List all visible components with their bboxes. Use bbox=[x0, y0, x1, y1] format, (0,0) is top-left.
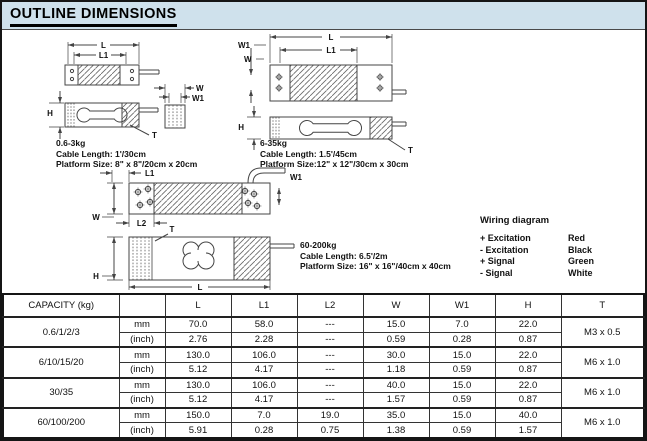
dim-label-t: T bbox=[169, 225, 175, 234]
dim-label-t: T bbox=[152, 131, 157, 140]
value-cell: 15.0 bbox=[363, 317, 429, 332]
dim-label-w1: W1 bbox=[192, 94, 204, 103]
section-header bbox=[2, 2, 645, 30]
value-cell: 0.28 bbox=[231, 423, 297, 438]
value-cell: 5.91 bbox=[165, 423, 231, 438]
dim-label-w: W bbox=[92, 213, 100, 222]
value-cell: 40.0 bbox=[495, 408, 561, 423]
cable-length: Cable Length: 1.5'/45cm bbox=[260, 148, 357, 159]
cable-length: Cable Length: 1'/30cm bbox=[56, 148, 146, 159]
header-l: L bbox=[165, 294, 231, 317]
value-cell: 1.38 bbox=[363, 423, 429, 438]
value-cell: 70.0 bbox=[165, 317, 231, 332]
value-cell: 15.0 bbox=[429, 347, 495, 362]
value-cell: 2.28 bbox=[231, 332, 297, 347]
capacity-cell: 30/35 bbox=[3, 378, 119, 408]
dim-label-h: H bbox=[238, 123, 244, 132]
wiring-row bbox=[480, 245, 594, 257]
small-endview bbox=[154, 84, 194, 128]
dim-label-w: W bbox=[196, 84, 204, 93]
unit-cell: mm bbox=[119, 378, 165, 393]
value-cell: 0.59 bbox=[429, 423, 495, 438]
header-w: W bbox=[363, 294, 429, 317]
capacity-cell: 0.6/1/2/3 bbox=[3, 317, 119, 347]
small-topview-cable bbox=[139, 70, 159, 74]
capacity-range: 0.6-3kg bbox=[56, 138, 86, 148]
unit-cell: mm bbox=[119, 408, 165, 423]
dim-label-w1: W1 bbox=[238, 41, 250, 50]
value-cell: 0.87 bbox=[495, 393, 561, 408]
value-cell: --- bbox=[297, 393, 363, 408]
value-cell: 130.0 bbox=[165, 347, 231, 362]
capacity-range: 6-35kg bbox=[260, 138, 287, 148]
value-cell: 0.59 bbox=[429, 362, 495, 377]
value-cell: 22.0 bbox=[495, 378, 561, 393]
value-cell: 30.0 bbox=[363, 347, 429, 362]
table-row bbox=[3, 347, 644, 362]
value-cell: 40.0 bbox=[363, 378, 429, 393]
page-title: OUTLINE DIMENSIONS bbox=[10, 6, 177, 27]
wiring-terminal: + Excitation bbox=[480, 233, 531, 243]
wiring-title: Wiring diagram bbox=[480, 215, 550, 226]
value-cell: 7.0 bbox=[231, 408, 297, 423]
wiring-terminal: + Signal bbox=[480, 256, 515, 266]
unit-cell: (inch) bbox=[119, 393, 165, 408]
dim-label-t: T bbox=[408, 146, 413, 155]
value-cell: --- bbox=[297, 362, 363, 377]
header-l2: L2 bbox=[297, 294, 363, 317]
thread-cell: M6 x 1.0 bbox=[561, 408, 644, 438]
value-cell: 4.17 bbox=[231, 362, 297, 377]
thread-cell: M6 x 1.0 bbox=[561, 378, 644, 408]
value-cell: 1.57 bbox=[363, 393, 429, 408]
value-cell: 0.75 bbox=[297, 423, 363, 438]
value-cell: 7.0 bbox=[429, 317, 495, 332]
capacity-cell: 60/100/200 bbox=[3, 408, 119, 438]
unit-cell: (inch) bbox=[119, 332, 165, 347]
unit-cell: (inch) bbox=[119, 423, 165, 438]
dim-label-w: W bbox=[244, 55, 252, 64]
value-cell: 0.87 bbox=[495, 362, 561, 377]
dim-label-h: H bbox=[93, 272, 99, 281]
value-cell: 22.0 bbox=[495, 317, 561, 332]
capacity-range: 60-200kg bbox=[300, 240, 337, 250]
thread-cell: M3 x 0.5 bbox=[561, 317, 644, 347]
unit-cell: mm bbox=[119, 347, 165, 362]
value-cell: --- bbox=[297, 378, 363, 393]
wiring-diagram bbox=[480, 215, 594, 279]
small-sideview-cable bbox=[139, 108, 158, 112]
value-cell: --- bbox=[297, 317, 363, 332]
capacity-cell: 6/10/15/20 bbox=[3, 347, 119, 377]
header-capacity: CAPACITY (kg) bbox=[3, 294, 119, 317]
value-cell: 150.0 bbox=[165, 408, 231, 423]
figure-large-loadcell bbox=[100, 168, 294, 290]
value-cell: --- bbox=[297, 347, 363, 362]
dim-label-l: L bbox=[197, 283, 203, 292]
table-row bbox=[3, 378, 644, 393]
value-cell: 0.87 bbox=[495, 332, 561, 347]
wiring-terminal: - Excitation bbox=[480, 244, 529, 255]
value-cell: 1.57 bbox=[495, 423, 561, 438]
value-cell: 15.0 bbox=[429, 408, 495, 423]
dim-label-l2: L2 bbox=[136, 219, 147, 228]
value-cell: 4.17 bbox=[231, 393, 297, 408]
thread-cell: M6 x 1.0 bbox=[561, 347, 644, 377]
value-cell: 35.0 bbox=[363, 408, 429, 423]
value-cell: 0.28 bbox=[429, 332, 495, 347]
platform-size: Platform Size: 16" x 16"/40cm x 40cm bbox=[300, 261, 451, 271]
header-t: T bbox=[561, 294, 644, 317]
header-w1: W1 bbox=[429, 294, 495, 317]
dim-label-h: H bbox=[47, 109, 53, 118]
value-cell: 0.59 bbox=[429, 393, 495, 408]
table-row bbox=[3, 408, 644, 423]
header-unit bbox=[119, 294, 165, 317]
value-cell: --- bbox=[297, 332, 363, 347]
dim-label-l1: L1 bbox=[326, 46, 336, 55]
wiring-row bbox=[480, 268, 594, 280]
value-cell: 0.59 bbox=[363, 332, 429, 347]
dim-label-w1: W1 bbox=[290, 173, 302, 182]
dim-label-l1: L1 bbox=[145, 169, 155, 178]
dim-label-l: L bbox=[328, 33, 334, 42]
large-sideview-cutout bbox=[183, 242, 214, 269]
value-cell: 5.12 bbox=[165, 362, 231, 377]
caption-large-loadcell bbox=[300, 240, 451, 272]
value-cell: 5.12 bbox=[165, 393, 231, 408]
dim-label-l1: L1 bbox=[98, 51, 109, 60]
header-l1: L1 bbox=[231, 294, 297, 317]
wiring-color: Black bbox=[568, 244, 593, 255]
dim-label-l: L bbox=[101, 41, 106, 50]
header-h: H bbox=[495, 294, 561, 317]
value-cell: 19.0 bbox=[297, 408, 363, 423]
wiring-color: Green bbox=[568, 256, 595, 266]
unit-cell: mm bbox=[119, 317, 165, 332]
value-cell: 2.76 bbox=[165, 332, 231, 347]
table-row bbox=[3, 317, 644, 332]
value-cell: 106.0 bbox=[231, 378, 297, 393]
value-cell: 1.18 bbox=[363, 362, 429, 377]
wiring-terminal: - Signal bbox=[480, 267, 513, 278]
unit-cell: (inch) bbox=[119, 362, 165, 377]
platform-size: Platform Size:12" x 12"/30cm x 30cm bbox=[260, 159, 409, 169]
cable-length: Cable Length: 6.5'/2m bbox=[300, 250, 388, 261]
table-header-row bbox=[3, 294, 644, 317]
wiring-row bbox=[480, 256, 594, 268]
medium-topview-cable bbox=[392, 90, 406, 94]
wiring-color: White bbox=[568, 267, 593, 278]
wiring-color: Red bbox=[568, 233, 586, 243]
value-cell: 22.0 bbox=[495, 347, 561, 362]
caption-small-loadcell bbox=[56, 138, 197, 170]
wiring-row bbox=[480, 233, 594, 245]
value-cell: 58.0 bbox=[231, 317, 297, 332]
medium-sideview-cable bbox=[392, 122, 406, 126]
platform-size: Platform Size: 8" x 8"/20cm x 20cm bbox=[56, 159, 198, 169]
value-cell: 130.0 bbox=[165, 378, 231, 393]
large-topview-cable bbox=[248, 168, 285, 183]
value-cell: 106.0 bbox=[231, 347, 297, 362]
large-sideview-cable bbox=[270, 244, 294, 248]
caption-medium-loadcell bbox=[260, 138, 408, 170]
dimensions-table bbox=[2, 293, 645, 439]
value-cell: 15.0 bbox=[429, 378, 495, 393]
